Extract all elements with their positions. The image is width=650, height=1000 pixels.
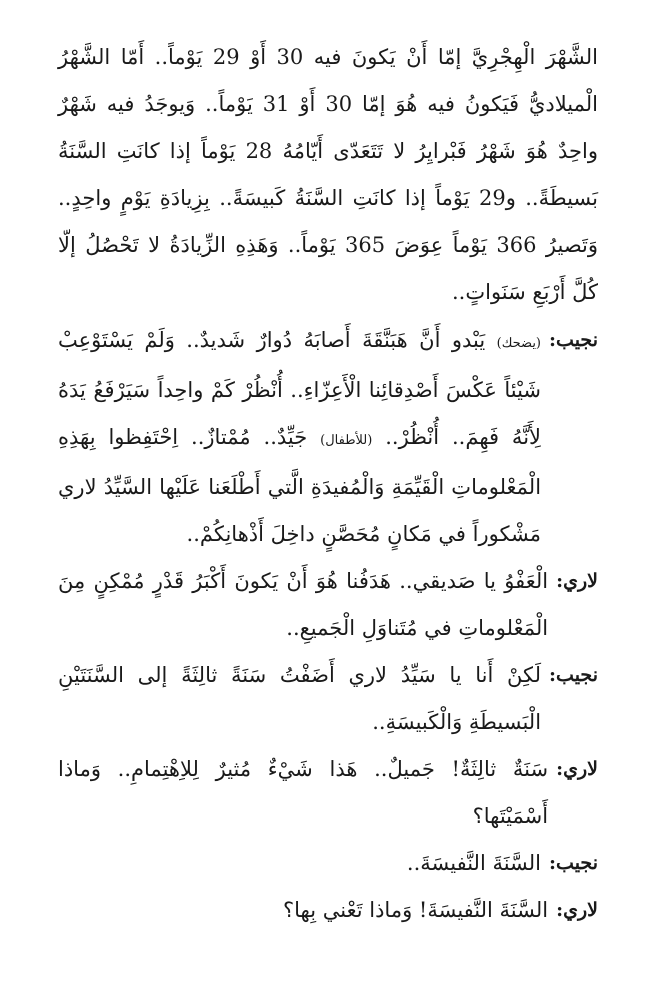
dialogue-turn-najib-2 bbox=[0, 652, 650, 746]
speech-text: سَنَةٌ ثالِثَةٌ! جَميلٌ.. هَذا شَيْءٌ مُثيرٌ لِلاِهْتِمامِ.. وَماذا أَسْمَيْتَها؟ bbox=[58, 757, 549, 828]
speech-text: الْعَفْوُ يا صَديقي.. هَدَفُنا هُوَ أَنْ يَكونَ أَكْبَرُ قَدْرٍ مُمْكِنٍ مِنَ الْمَعْلوماتِ في مُتَناوَلِ الْجَميعِ.. bbox=[58, 569, 549, 640]
intro-paragraph: الشَّهْرَ الْهِجْرِيَّ إمّا أَنْ يَكونَ فيه 30 أَوْ 29 يَوْماً.. أَمّا الشَّهْرُ الْميلاديُّ فَيَكونُ فيه هُوَ إمّا 30 أَوْ 31 يَوْماً.. وَيوجَدُ فيه شَهْرٌ واحِدٌ هُوَ شَهْرُ فَبْرايِرُ لا تَتَعَدّى أَيّامُهُ 28 يَوْماً إذا كانَتِ السَّنَةُ بَسيطَةً.. و29 يَوْماً إذا كانَتِ السَّنَةُ كَبيسَةً.. بِزِيادَةِ يَوْمٍ واحِدٍ.. وَتَصيرُ 366 يَوْماً عِوَضَ 365 يَوْماً.. وَهَذِهِ الزِّيادَةُ لا تَحْصُلُ إلّا كُلَّ أَرْبَعِ سَنَواتٍ.. bbox=[58, 45, 599, 304]
speech-part: يَبْدو أَنَّ هَبَنَّقَةَ أَصابَهُ دُوارٌ شَديدٌ.. وَلَمْ يَسْتَوْعِبْ شَيْئاً عَكْسَ أَصْدِقائِنا الْأَعِزّاءِ.. أُنْظُرْ كَمْ واحِداً سَيَرْفَعُ يَدَهُ لِأَنَّهُ فَهِمَ.. أُنْظُرْ.. bbox=[58, 328, 542, 449]
dialogue-turn-najib-3 bbox=[0, 840, 650, 887]
speaker-name: لاري: bbox=[556, 899, 598, 921]
speaker-name: نجيب: bbox=[549, 852, 598, 874]
dialogue-turn-larry-1 bbox=[0, 558, 650, 652]
speaker-name: نجيب: bbox=[549, 664, 598, 686]
speaker-name: لاري: bbox=[556, 570, 598, 592]
dialogue-turn-larry-3 bbox=[0, 887, 650, 934]
speech-text bbox=[58, 317, 541, 558]
dialogue-turn-najib-1 bbox=[0, 317, 650, 558]
page-content bbox=[0, 34, 650, 934]
dialogue-turn-larry-2 bbox=[0, 746, 650, 840]
speech-text: السَّنَةَ النَّفيسَةَ! وَماذا تَعْني بِها؟ bbox=[283, 898, 549, 922]
speaker-name: لاري: bbox=[556, 758, 598, 780]
speech-part: جَيِّدٌ.. مُمْتازٌ.. اِحْتَفِظوا بِهَذِهِ الْمَعْلوماتِ الْقَيِّمَةِ وَالْمُفيدَةِ الَّتي أَطْلَعَنا عَلَيْها السَّيِّدُ لاري مَشْكوراً في مَكانٍ مُحَصَّنٍ داخِلَ أَذْهانِكُمْ.. bbox=[58, 425, 542, 546]
stage-direction: (يضحك) bbox=[496, 336, 542, 351]
speaker-name: نجيب: bbox=[549, 329, 598, 351]
speech-text: السَّنَةَ النَّفيسَةَ.. bbox=[406, 851, 542, 875]
stage-direction: (للأطفال) bbox=[320, 433, 373, 448]
speech-text: لَكِنْ أَنا يا سَيِّدُ لاري أَضَفْتُ سَنَةً ثالِثَةً إلى السَّنَتَيْنِ الْبَسيطَةِ وَالْكَبيسَةِ.. bbox=[58, 663, 542, 734]
